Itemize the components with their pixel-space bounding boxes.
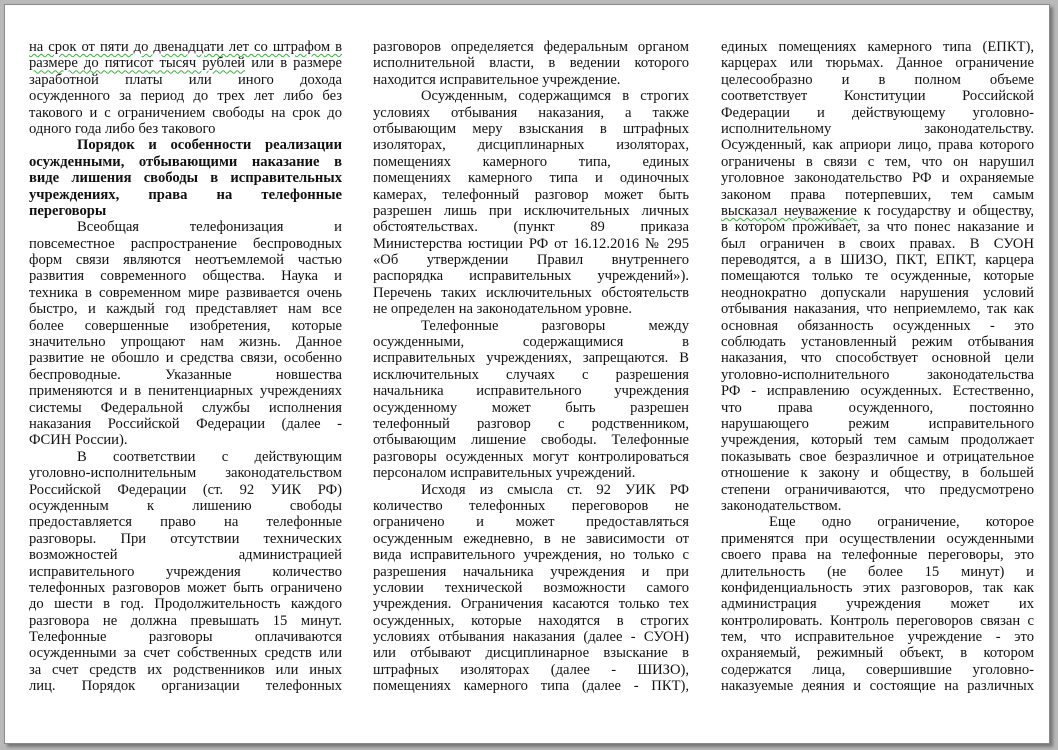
text-line: исполнительному законодательству. [721, 120, 1034, 137]
text-line: уголовное законодательство РФ и охраняемые [721, 170, 1034, 187]
spellcheck-underlined-text[interactable]: размере до пятисот тысяч рублей [29, 55, 246, 72]
text-line: осужденных, которые находятся в строгих [373, 612, 689, 629]
text-line: тем, что исправительное учреждение - это [721, 629, 1034, 646]
text-line: наказания Российской Федерации (далее - [29, 415, 342, 432]
text-line: переводятся, а в ШИЗО, ПКТ, ЕПКТ, карцера [721, 252, 1034, 269]
text-line: учреждения, который тем самым продолжает [721, 432, 1034, 449]
text-line: отношение к закону и обществу, в большей [721, 465, 1034, 482]
text-line: Телефонные разговоры между [421, 317, 689, 334]
line-text: к государству и обществу, [856, 202, 1035, 219]
text-line: или отбывают дисциплинарное взыскание в [373, 645, 689, 662]
text-line: повсеместное распространение беспроводных [29, 235, 342, 252]
text-line: ограничены в связи с тем, что он нарушил [721, 153, 1034, 170]
text-line: разрешен лишь при исключительных личных [373, 202, 689, 219]
text-line: разговоры. При отсутствии технических [29, 530, 342, 547]
text-line: количество телефонных переговоров не [373, 497, 689, 514]
heading-line: учреждениях, права на телефонные [29, 186, 342, 203]
text-line: длительность (не более 15 минут) и [721, 563, 1034, 580]
heading-line: осужденными, отбывающими наказание в [29, 153, 342, 170]
text-line: помещениях камерного типа, единых [373, 153, 689, 170]
text-line: соблюдать установленный режим отбывания [721, 334, 1034, 351]
text-line: наказания, что способствует основной цели [721, 350, 1034, 367]
text-line: изоляторах, дисциплинарных изоляторах, [373, 137, 689, 154]
text-line: Осужденным, содержащимся в строгих [421, 88, 689, 105]
text-line: целесообразно и в полном объеме [721, 71, 1034, 88]
text-line: разговоры осужденных могут контролироваться [373, 448, 689, 465]
text-line: обстоятельствах. (пункт 89 приказа [373, 219, 689, 236]
text-line: осужденным к лишению свободы [29, 497, 342, 514]
text-line: неоднократно допускали нарушения условий [721, 284, 1034, 301]
text-line: возможностей администрацией [29, 547, 342, 564]
text-line: Перечень таких исключительных обстоятельств [373, 284, 689, 301]
text-line: показывать свое безразличное и отрицательное [721, 448, 1034, 465]
text-line: администрация учреждения может их [721, 596, 1034, 613]
text-line: лиц. Порядок организации телефонных [29, 678, 342, 695]
text-line: находится исправительное учреждение. [373, 71, 621, 88]
text-line: исключительных случаях с разрешения [373, 366, 689, 383]
spellcheck-underlined-text[interactable]: на срок от пяти до двенадцати лет со штрафом в [29, 39, 342, 55]
text-line: Исходя из смысла ст. 92 УИК РФ [421, 481, 689, 498]
text-line: помещаются только те осужденные, которые [721, 268, 1034, 285]
text-line: осужденного за период до трех лет либо без [29, 88, 342, 105]
text-line: техника в современном мире развивается очень [29, 284, 342, 301]
text-line [721, 203, 1034, 219]
text-line: степени ограничиваются, что предусмотрено [721, 481, 1034, 498]
text-line: телефонных разговоров может быть ограничено [29, 579, 342, 596]
text-line: исправительного учреждения количество [29, 563, 342, 580]
text-line: помещениях камерного типа (далее - ПКТ), [373, 678, 689, 695]
text-line: законом права потерпевших, тем самым [721, 186, 1034, 203]
text-line: учреждения. Ограничения касаются только тех [373, 596, 689, 613]
text-line: ограничено и может предоставляться [373, 514, 689, 531]
text-line: уголовно-исполнительным законодательством [29, 465, 342, 482]
text-line: уголовно-исполнительного законодательства [721, 366, 1034, 383]
text-line: до шести в год. Продолжительность каждого [29, 596, 342, 613]
text-line: помещениях камерного типа и одиночных [373, 170, 689, 187]
document-page [4, 4, 1050, 744]
text-line: Министерства юстиции РФ от 16.12.2016 № 295 [373, 235, 689, 252]
text-line: форм связи являются неотъемлемой частью [29, 252, 342, 269]
text-line: Телефонные разговоры оплачиваются [29, 629, 342, 646]
text-line: отбывающим лишение свободы. Телефонные [373, 432, 689, 449]
text-line: своего права на телефонные переговоры, это [721, 547, 1034, 564]
text-line: наказуемые деяния и состоящие на различных [721, 678, 1034, 695]
text-line: распорядка исправительных учреждений»). [373, 268, 689, 285]
heading-line: виде лишения свободы в исправительных [29, 170, 342, 187]
text-line: конфиденциальность этих разговоров, так как [721, 579, 1034, 596]
text-line: штрафных изоляторах (далее - ШИЗО), [373, 661, 689, 678]
text-line: телефонный разговор с родственником, [373, 415, 689, 432]
text-line: осужденными за счет собственных средств или [29, 645, 342, 662]
text-line: охраняемый, режимный объект, в котором [721, 645, 1034, 662]
text-line: условиях отбывания наказания (далее - СУОН) [373, 629, 689, 646]
text-line: отбывающим меру взыскания в штрафных [373, 120, 689, 137]
text-line: Российской Федерации (ст. 92 УИК РФ) [29, 481, 342, 498]
text-line: применятся при осуществлении осужденными [721, 530, 1034, 547]
spellcheck-underlined-text[interactable]: высказал неуважение [721, 202, 857, 219]
text-line: контролировать. Контроль переговоров связан с [721, 612, 1034, 629]
text-line: начальника исправительного учреждения [373, 383, 689, 400]
text-line: был ограничен в своих правах. В СУОН [721, 235, 1034, 252]
text-line [29, 55, 342, 71]
text-line: единых помещениях камерного типа (ЕПКТ), [721, 39, 1034, 55]
text-line: «Об утверждении Правил внутреннего [373, 252, 689, 269]
text-line: заработной платы или иного дохода [29, 71, 342, 88]
heading-line: переговоры [29, 202, 107, 219]
text-line: Еще одно ограничение, которое [769, 514, 1034, 531]
text-line: более совершенные изобретения, которые [29, 317, 342, 334]
text-line: Всеобщая телефонизация и [77, 219, 342, 236]
text-line: осужденными, содержащимися в [373, 334, 689, 351]
text-column-1 [29, 39, 342, 695]
text-line: условии технической возможности самого [373, 579, 689, 596]
text-line: основная обязанность осужденных - это [721, 317, 1034, 334]
text-line: персоналом исправительных учреждений. [373, 465, 636, 482]
text-line: карцерах или тюрьмах. Данное ограничение [721, 55, 1034, 72]
text-column-2 [373, 39, 689, 695]
text-line: одного года либо без такового [29, 120, 216, 137]
text-line: Осужденный, как априори лицо, права которого [721, 137, 1034, 154]
text-line: В соответствии с действующим [77, 448, 342, 465]
text-line: развития современного общества. Наука и [29, 268, 342, 285]
text-line: содержатся лица, совершившие уголовно- [721, 661, 1034, 678]
text-line: Федерации и действующему уголовно- [721, 104, 1034, 121]
text-line: не определен на законодательном уровне. [373, 301, 633, 318]
text-line: осужденному может быть разрешен [373, 399, 689, 416]
text-line: за счет средств их родственников или иных [29, 661, 342, 678]
text-line: исполнительной власти, в ведении которого [373, 55, 689, 72]
text-line: осужденным ежедневно, в не зависимости от [373, 530, 689, 547]
text-line [29, 39, 342, 55]
text-line: камерах, телефонный разговор может быть [373, 186, 689, 203]
heading-line: Порядок и особенности реализации [77, 137, 342, 154]
text-line: быстро, и каждый год представляет нам все [29, 301, 342, 318]
text-line: разрешения начальника учреждения и при [373, 563, 689, 580]
text-line: ФСИН России). [29, 432, 128, 449]
text-line: РФ - исправлению осужденных. Естественно, [721, 383, 1034, 400]
text-line: применяются и в пенитенциарных учреждениях [29, 383, 342, 400]
text-column-3 [721, 39, 1034, 695]
text-line: условиях отбывания наказания, а также [373, 104, 689, 121]
text-line: такового и с ограничением свободы на срок до [29, 104, 342, 121]
text-line: разговора не должна превышать 15 минут. [29, 612, 342, 629]
line-text: или в размере [245, 55, 343, 72]
text-line: законодательством. [721, 497, 842, 514]
text-line: значительно упрощают нам жизнь. Данное [29, 334, 342, 351]
text-line: предоставляется право на телефонные [29, 514, 342, 531]
text-line: отбывания наказания, что неприемлемо, так как [721, 301, 1034, 318]
text-line: исправительных учреждениях, запрещаются. В [373, 350, 689, 367]
text-line: разговоров определяется федеральным органом [373, 39, 689, 55]
text-line: нарушающего режим исправительного [721, 415, 1034, 432]
text-line: вида исправительного учреждения, но только с [373, 547, 689, 564]
text-line: развитие не обошло и средства связи, особенно [29, 350, 342, 367]
text-line: что права осужденного, постоянно [721, 399, 1034, 416]
text-line: соответствует Конституции Российской [721, 88, 1034, 105]
text-line: системы Федеральной службы исполнения [29, 399, 342, 416]
text-line: в котором проживает, за что понес наказание и [721, 219, 1034, 236]
text-line: беспроводные. Указанные новшества [29, 366, 342, 383]
